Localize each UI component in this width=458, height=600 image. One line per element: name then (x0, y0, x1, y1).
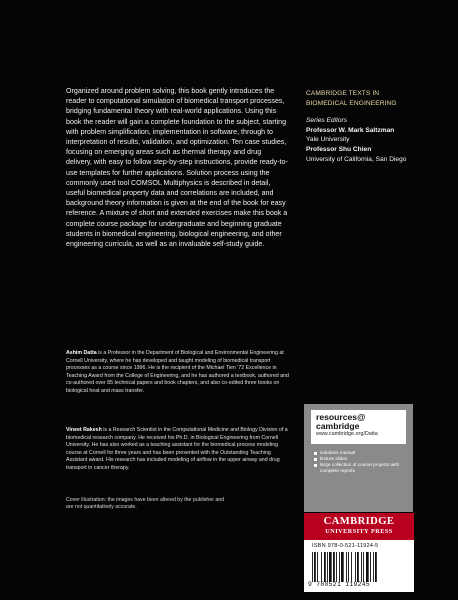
publisher-name: CAMBRIDGE (323, 516, 395, 527)
series-editors-label: Series Editors (306, 117, 348, 125)
isbn-text: ISBN 978-0-521-11924-5 (312, 543, 379, 549)
author-bio-datta (66, 350, 290, 396)
resources-item: lecture slides (314, 456, 413, 462)
editor-1-name: Professor W. Mark Saltzman (306, 126, 395, 134)
publisher-logo (304, 513, 414, 540)
publisher-subtitle: UNIVERSITY PRESS (325, 528, 393, 535)
author-name: Ashim Datta (66, 350, 97, 356)
resources-item: solutions manual (314, 450, 413, 456)
cover-illustration-note: Cover illustration: the images have been altered by the publisher and are not quantitatively accurate. (66, 497, 225, 511)
resources-item: large collection of course projects with complete reports (314, 462, 413, 474)
barcode-icon (312, 552, 406, 582)
resources-panel (304, 404, 413, 512)
author-name: Vineet Rakesh (66, 427, 102, 433)
author-bio-rakesh (66, 427, 290, 473)
series-info (306, 89, 456, 164)
back-cover-blurb: Organized around problem solving, this book gently introduces the reader to computational simulation of biomedical transport processes, bridging fundamental theory with real-world applications. Using this book the reader will gain a complete foundation to the subject, starting with problem simplification, implementation in software, through to interpretation of results, validation, and optimization. Ten case studies, focusing on emerging areas such as thermal therapy and drug delivery, with easy to follow step-by-step instructions, provide ready-to-use templates for further applications. Solution process using the commonly used tool COMSOL Multiphysics is described in detail, useful biomedical property data and correlations are included, and background theory information is given at the end of the book for easy reference. A mixture of short and extended exercises make this book a complete course package for undergraduate and beginning graduate students in biomedical engineering, biological engineering, and other engineering curricula, as well as an invaluable self-study guide. (66, 87, 288, 249)
barcode-digits: 9 780521 119245 (308, 581, 371, 588)
series-spacer (306, 108, 456, 116)
resources-title-line2: cambridge (316, 421, 360, 431)
editor-1-affiliation: Yale University (306, 136, 350, 144)
editor-2-name: Professor Shu Chien (306, 145, 372, 153)
author-bio-text: is a Research Scientist in the Computational Medicine and Biology Division of a biomedical research company. He received his Ph.D. in Biological Engineering from Cornell University. He has also worked as a teaching assistant for the biomedical process modeling course at Cornell for three years and has been presented with the Outstanding Teaching Assistant award. His research has included modeling of airflow in the upper airway and drug transport in cancer therapy. (66, 427, 288, 471)
resources-list (314, 450, 413, 474)
barcode-panel (304, 540, 414, 592)
series-title-line1: CAMBRIDGE TEXTS IN (306, 90, 380, 97)
resources-logo-box (311, 410, 406, 444)
resources-title-line1: resources@ (316, 412, 366, 422)
author-bio-text: is a Professor in the Department of Biological and Environmental Engineering at Cornell University, where he has developed and taught modeling of biomedical transport processes as a course since 1996. He is the recipient of the Michael Tien '72 Excellence in Teaching Award from the College of Engineering, and he has authored a textbook, authored and co-authored over 85 technical papers and book chapters, and also co-edited three books on biological heat and mass transfer. (66, 350, 289, 394)
editor-2-affiliation: University of California, San Diego (306, 155, 407, 163)
resources-url[interactable]: www.cambridge.org/Datta (316, 431, 378, 437)
series-title-line2: BIOMEDICAL ENGINEERING (306, 99, 397, 107)
